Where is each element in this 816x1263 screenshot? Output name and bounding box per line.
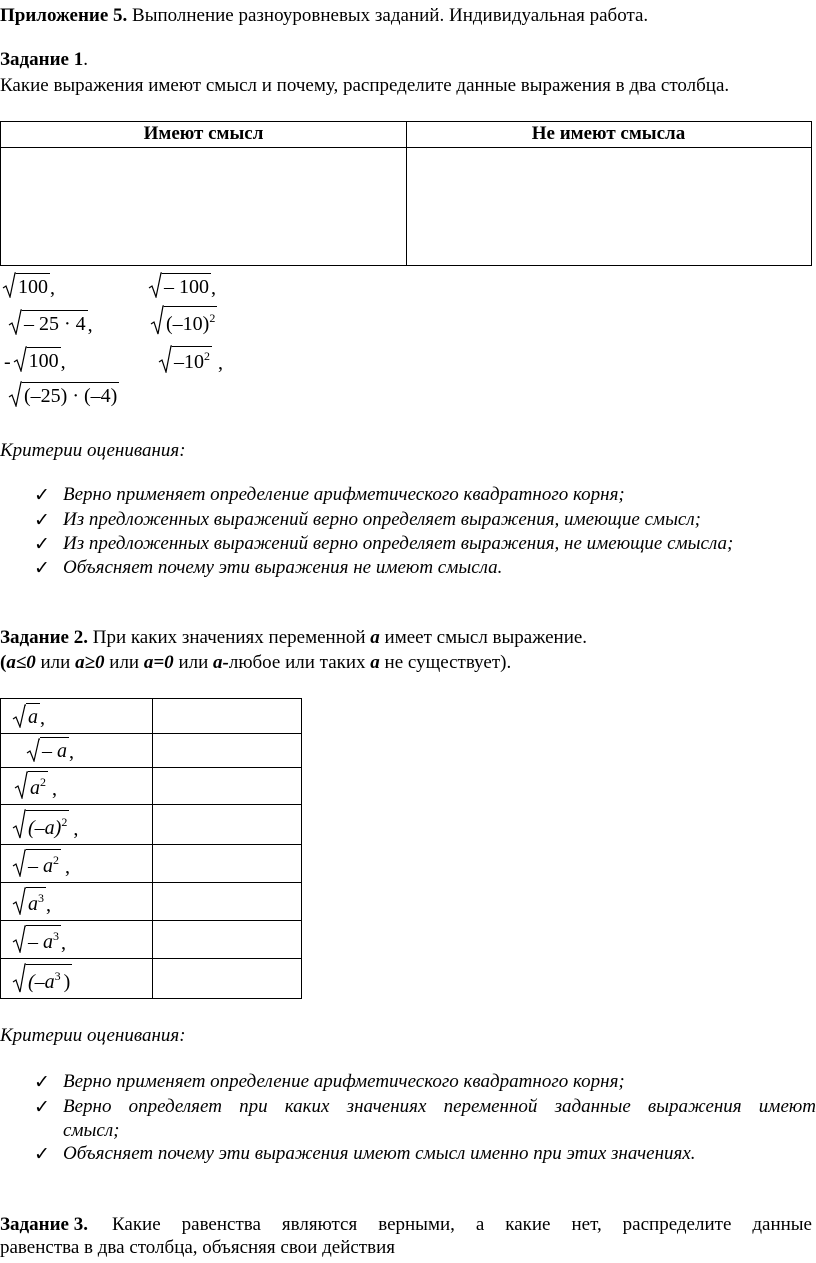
task1-criteria-title: Критерии оценивания: bbox=[0, 440, 186, 461]
check-icon: ✓ bbox=[34, 1144, 50, 1165]
task2-title: Задание 2. bbox=[0, 627, 88, 648]
task2-criteria-title: Критерии оценивания: bbox=[0, 1025, 186, 1046]
task1-title bbox=[0, 49, 88, 71]
col-header-meaningless: Не имеют смысла bbox=[531, 123, 686, 144]
check-icon: ✓ bbox=[34, 1097, 50, 1118]
appendix-label: Приложение 5. bbox=[0, 5, 128, 26]
expr-sqrt-minus-10-squared: $(-10)^2$ bbox=[150, 305, 217, 335]
check-icon: ✓ bbox=[34, 534, 50, 555]
t2-expr-sqrt-minus-a-cubed: – $a^3$ , bbox=[12, 925, 66, 953]
expr-sqrt-minus-10-power-2: $-10^2$ , bbox=[158, 345, 223, 373]
t2-expr-sqrt-a: a , bbox=[12, 703, 45, 728]
t2-expr-sqrt-a-cubed: $a^3$ , bbox=[12, 887, 51, 915]
task1-question: Какие выражения имеют смысл и почему, распределите данные выражения в два столбца. bbox=[0, 75, 730, 96]
answer-cell-meaningless[interactable] bbox=[408, 149, 811, 265]
expr-sqrt-minus-25-times-4: – 25 · 4 , bbox=[8, 309, 93, 335]
t2-expr-sqrt-a-squared: $a^2$ , bbox=[14, 771, 57, 799]
t2-expr-sqrt-neg-a-squared: $(-a)^2$ , bbox=[12, 809, 78, 839]
task3-line2: равенства в два столбца, объясняя свои действия bbox=[0, 1237, 395, 1258]
answer-cell-meaningful[interactable] bbox=[2, 149, 405, 265]
expr-neg-sqrt-100: - 100 , bbox=[4, 346, 66, 372]
appendix-title bbox=[0, 5, 648, 27]
check-icon: ✓ bbox=[34, 558, 50, 579]
expr-sqrt-100: 100 , bbox=[2, 272, 55, 298]
expr-sqrt-minus-100: – 100 , bbox=[148, 272, 216, 298]
task1-title-dot: . bbox=[83, 49, 88, 70]
task1-title-text: Задание 1 bbox=[0, 49, 84, 70]
task2-question: Задание 2. При каких значениях переменной a имеет смысл выражение. bbox=[0, 627, 588, 648]
t2-expr-sqrt-minus-a-squared: – $a^2$ , bbox=[12, 849, 70, 877]
expr-sqrt-product-neg25-neg4: (–25) · (–4) bbox=[8, 381, 119, 407]
appendix-text: Выполнение разноуровневых заданий. Индивидуальная работа. bbox=[132, 5, 649, 26]
task3-line1: Задание 3. Какие равенства являются верными, а какие нет, распределите данные bbox=[0, 1214, 812, 1235]
task2-conditions: (a≤0 или a≥0 или a=0 или a-любое или таких a не существует). bbox=[0, 652, 512, 673]
task1-table bbox=[0, 121, 812, 266]
col-header-meaningful: Имеют смысл bbox=[143, 123, 264, 144]
check-icon: ✓ bbox=[34, 510, 50, 531]
check-icon: ✓ bbox=[34, 485, 50, 506]
t2-expr-sqrt-paren-neg-a-cubed: ($-a^3$ ) bbox=[12, 963, 72, 993]
check-icon: ✓ bbox=[34, 1072, 50, 1093]
task3-title: Задание 3. bbox=[0, 1214, 88, 1235]
t2-expr-sqrt-minus-a: – a , bbox=[26, 737, 74, 762]
